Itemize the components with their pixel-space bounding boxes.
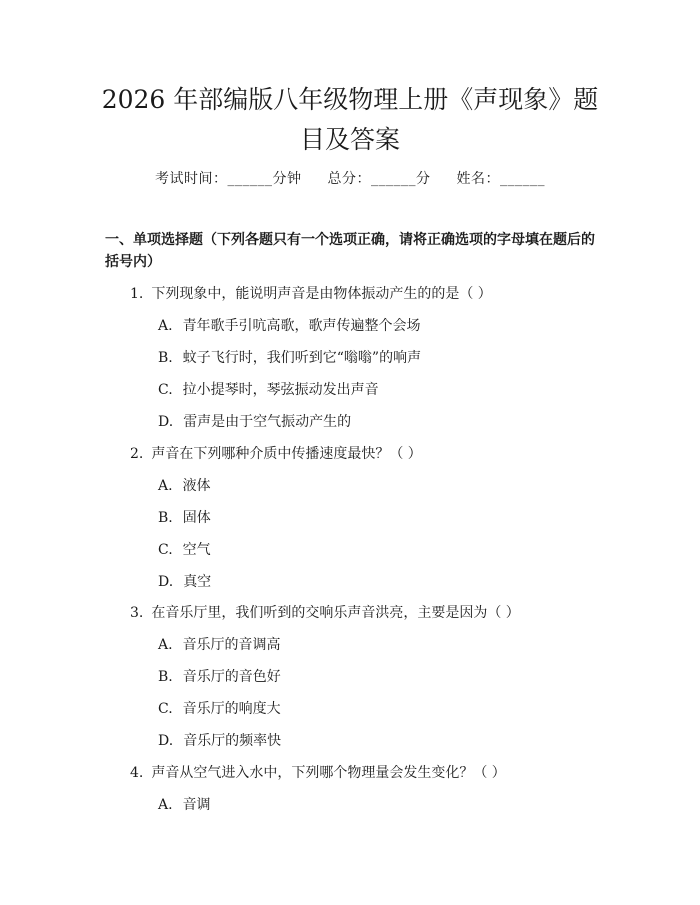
question-1 [130,283,492,303]
option-2b [158,507,211,527]
question-text: 下列现象中，能说明声音是由物体振动产生的的是（ ） [151,286,492,302]
option-text: 音乐厅的音色好 [182,669,281,685]
question-text: 在音乐厅里，我们听到的交响乐声音洪亮，主要是因为（ ） [151,605,520,621]
option-2c [158,539,211,559]
option-1d [158,411,351,431]
document-title-full [0,0,1,1]
option-4a [158,794,211,814]
question-number: 1. [130,286,144,302]
section-heading: 一、单项选择题（下列各题只有一个选项正确，请将正确选项的字母填在题后的括号内） [105,232,595,270]
option-letter: A. [158,478,173,494]
option-3b [158,666,281,686]
option-2a [158,475,211,495]
option-3c [158,698,281,718]
option-text: 雷声是由于空气振动产生的 [183,414,352,430]
option-letter: B. [158,510,173,526]
option-letter: C. [158,542,173,558]
option-letter: D. [158,574,174,590]
question-number: 4. [130,765,144,781]
option-letter: A. [158,637,173,653]
option-3d [158,730,281,750]
option-3a [158,634,281,654]
option-text: 青年歌手引吭高歌，歌声传遍整个会场 [182,318,421,334]
option-letter: B. [158,669,173,685]
option-letter: A. [158,318,173,334]
option-text: 固体 [182,510,211,526]
question-2 [130,443,422,463]
option-1b [158,347,421,367]
option-letter: A. [158,797,173,813]
option-text: 液体 [182,478,211,494]
option-text: 拉小提琴时，琴弦振动发出声音 [182,382,379,398]
student-name-label: 姓名：______ [456,171,545,187]
option-letter: C. [158,701,173,717]
question-text: 声音在下列哪种介质中传播速度最快？（ ） [151,446,422,462]
option-text: 音乐厅的频率快 [183,733,282,749]
option-text: 蚊子飞行时，我们听到它“嗡嗡”的响声 [182,350,422,366]
question-number: 2. [130,446,144,462]
option-letter: C. [158,382,173,398]
option-text: 音乐厅的响度大 [182,701,281,717]
option-2d [158,571,211,591]
question-text: 声音从空气进入水中，下列哪个物理量会发生变化？（ ） [151,765,506,781]
option-text: 真空 [183,574,212,590]
option-1c [158,379,379,399]
title-line-2: 目及答案 [299,125,400,154]
question-3 [130,602,520,622]
question-number: 3. [130,605,144,621]
document-title [80,80,620,160]
title-line-1: 2026 年部编版八年级物理上册《声现象》题 [101,85,599,114]
total-score-label: 总分：______分 [327,171,431,187]
option-letter: B. [158,350,173,366]
option-text: 音乐厅的音调高 [182,637,281,653]
option-letter: D. [158,414,174,430]
exam-time-label: 考试时间：______分钟 [155,171,302,187]
option-text: 音调 [182,797,211,813]
option-letter: D. [158,733,174,749]
option-1a [158,315,421,335]
option-text: 空气 [182,542,211,558]
question-4 [130,762,506,782]
exam-info [0,168,700,188]
